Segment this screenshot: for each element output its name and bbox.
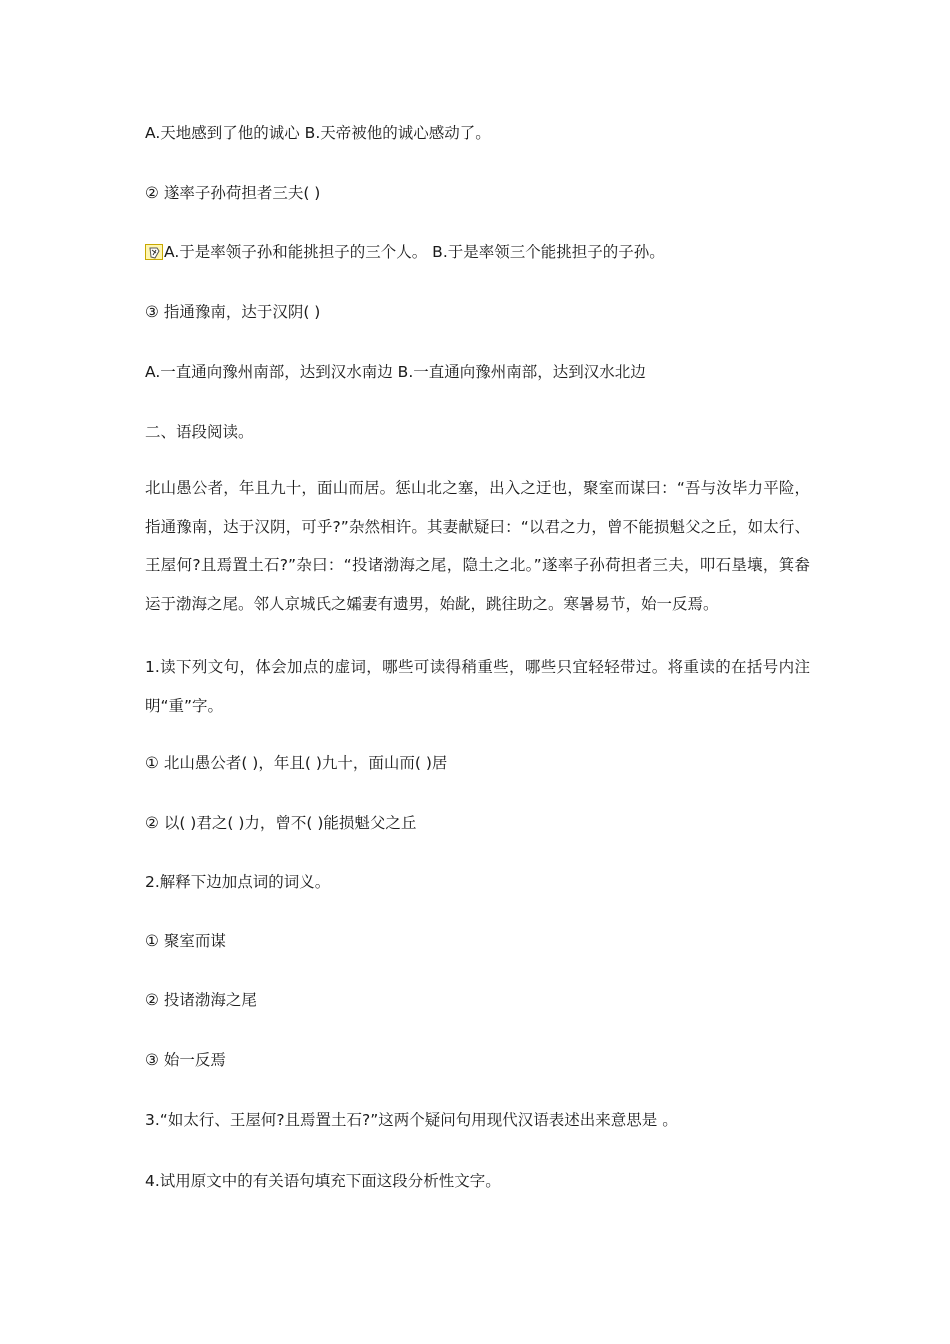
question-2-line: ② 遂率子孙荷担者三夫( )	[145, 184, 321, 202]
passage-paragraph: 北山愚公者，年且九十，面山而居。惩山北之塞，出入之迂也，聚室而谋曰：“吾与汝毕力平险，指通豫南，达于汉阴，可乎?”杂然相许。其妻献疑曰：“以君之力，曾不能损魁父之丘，如太行、王屋何?且焉置土石?”杂曰：“投诸渤海之尾，隐土之北。”遂率子孙荷担者三夫，叩石垦壤，箕畚运于渤海之尾。邻人京城氏之孀妻有遗男，始龀，跳往助之。寒暑易节，始一反焉。	[145, 479, 810, 613]
question-1a: ① 北山愚公者( )，年且( )九十，面山而( )居	[145, 754, 448, 772]
option-line-1: A.天地感到了他的诚心 B.天帝被他的诚心感动了。	[145, 124, 491, 142]
question-4-heading: 4.试用原文中的有关语句填充下面这段分析性文字。	[145, 1172, 501, 1190]
option-line-3: A.一直通向豫州南部，达到汉水南边 B.一直通向豫州南部，达到汉水北边	[145, 363, 646, 381]
question-1-paragraph: 1.读下列文句，体会加点的虚词，哪些可读得稍重些，哪些只宜轻轻带过。将重读的在括号内注明“重”字。	[145, 658, 810, 715]
question-2-heading: 2.解释下边加点词的词义。	[145, 873, 331, 891]
option-line-2-text: A.于是率领子孙和能挑担子的三个人。 B.于是率领三个能挑担子的子孙。	[164, 243, 665, 261]
question-2a: ① 聚室而谋	[145, 932, 226, 950]
pencil-note-icon	[145, 244, 163, 260]
question-2c: ③ 始一反焉	[145, 1051, 226, 1069]
question-2b: ② 投诸渤海之尾	[145, 991, 257, 1009]
section-heading: 二、语段阅读。	[145, 423, 254, 441]
question-1b: ② 以( )君之( )力，曾不( )能损魁父之丘	[145, 814, 417, 832]
question-3-heading: 3.“如太行、王屋何?且焉置土石?”这两个疑问句用现代汉语表述出来意思是 。	[145, 1111, 678, 1129]
question-3-line: ③ 指通豫南，达于汉阴( )	[145, 303, 321, 321]
option-line-2	[145, 242, 665, 262]
